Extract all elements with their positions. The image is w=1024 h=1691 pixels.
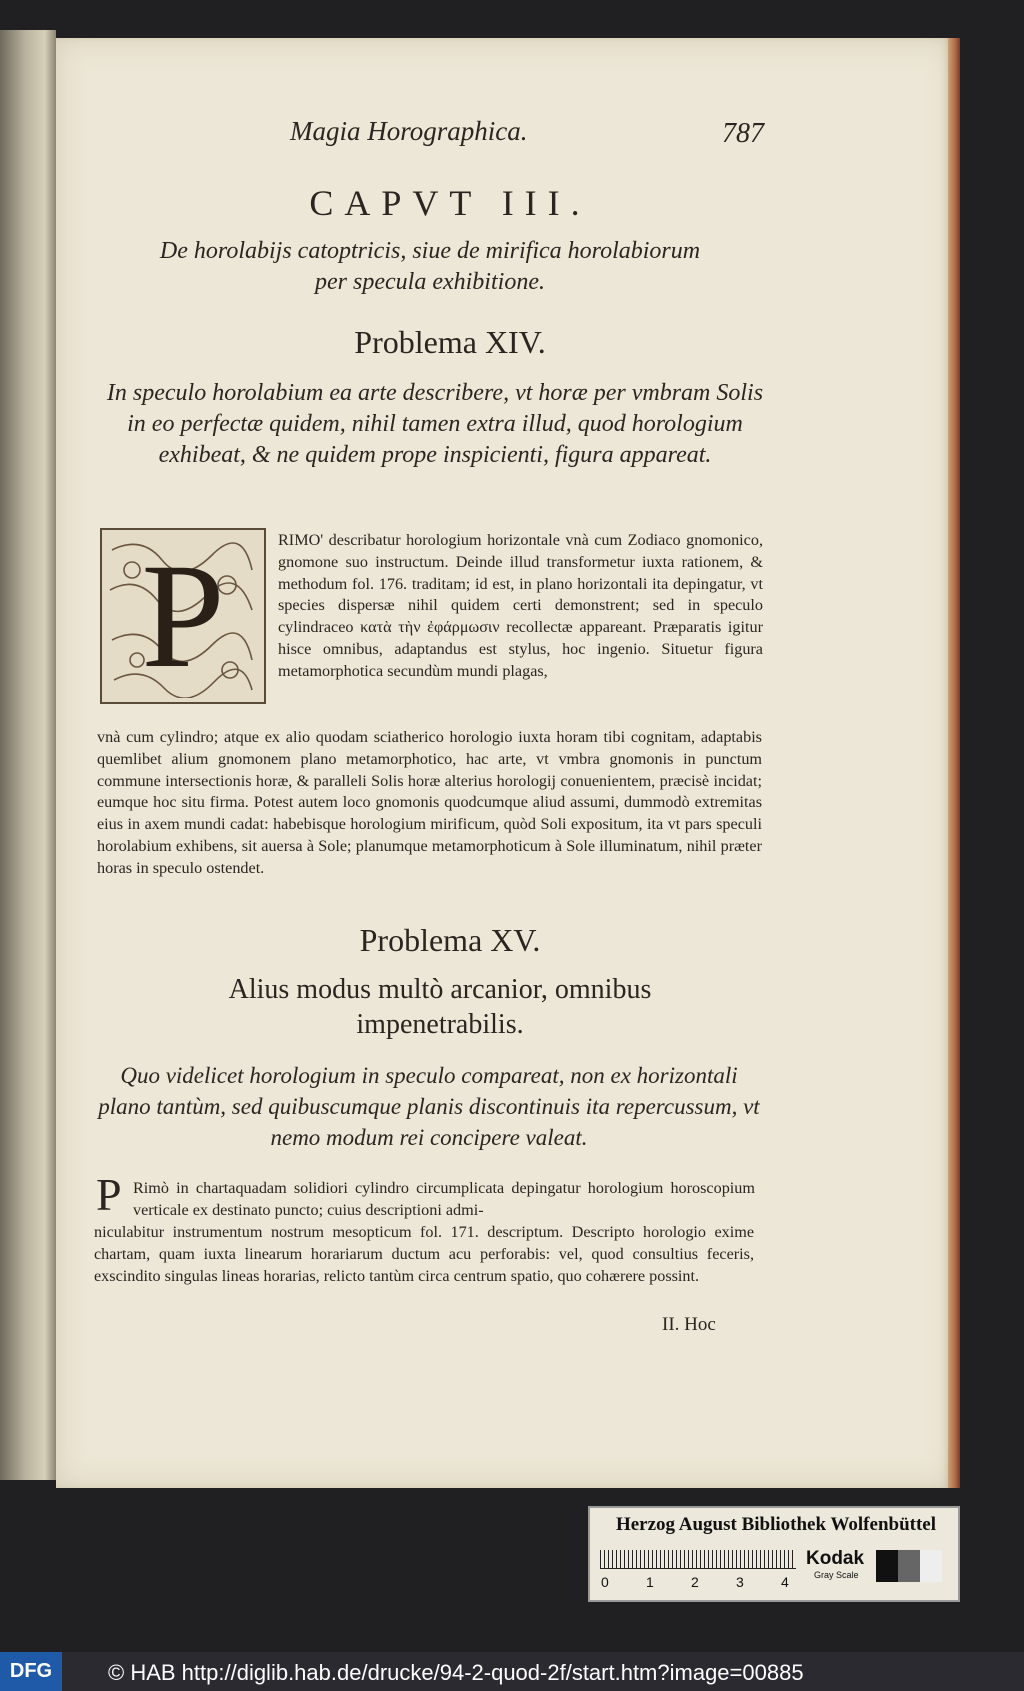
ruler-label: 0: [601, 1574, 609, 1590]
paragraph-1a: RIMO' describatur horologium horizontale vnà cum Zodiaco gnomonico, gnomone suo instructum. Deinde illud transformetur iuxta rationem, & methodum fol. 176. traditam; id est, in plano horizontali ita depingatur, vt species dispersæ nihil quidem certi demonstrent; sed in speculo cylindraceo κατὰ τὴν ἐφάρμωσιν recollectæ appareant. Præparatis igitur hisce omnibus, adaptandus est stylus, hoc ingenio. Situetur figura metamorphotica secundùm mundi plagas,: [278, 531, 763, 680]
kodak-brand: Kodak: [806, 1548, 865, 1569]
library-name: Herzog August Bibliothek Wolfenbüttel: [615, 1514, 937, 1535]
running-header: Magia Horographica.: [290, 116, 528, 146]
ruler-scale: [600, 1550, 796, 1569]
ruler-label: 4: [781, 1574, 789, 1590]
problem-15-subtitle: Alius modus multò arcanior, omnibus impenetrabilis.: [228, 974, 652, 1040]
facing-page-edge: [0, 30, 56, 1480]
catchword: II. Hoc: [662, 1314, 716, 1335]
scan-target-card: [588, 1506, 960, 1602]
page-edge-red: [948, 38, 960, 1488]
ruler-label: 1: [646, 1574, 654, 1590]
ornamental-drop-cap: [100, 528, 266, 704]
chapter-subtitle: De horolabijs catoptricis, siue de mirifica horolabiorum per specula exhibitione.: [159, 238, 701, 295]
problem-14-title: Problema XIV.: [354, 324, 546, 360]
problem-14-statement: In speculo horolabium ea arte describere, vt horæ per vmbram Solis in eo perfectæ quidem, nihil tamen extra illud, quod horologium exhibeat, & ne quidem prope inspicienti, figura appareat.: [106, 380, 764, 468]
ruler-label: 3: [736, 1574, 744, 1590]
gray-patch-white: [920, 1550, 942, 1582]
dfg-logo: DFG: [0, 1652, 62, 1691]
paragraph-2a: Rimò in chartaquadam solidiori cylindro circumplicata depingatur horologium horoscopium verticale ex destinato puncto; cuius descriptioni admi-: [133, 1179, 755, 1219]
chapter-heading: CAPVT III.: [309, 183, 591, 223]
paragraph-1b: vnà cum cylindro; atque ex alio quodam sciatherico horologio iuxta horam tibi cognitam, adaptabis quemlibet alium gnomonem plano metamorphotico, hac arte, vt vmbra gnomonis in punctum commune intersectionis horæ, & paralleli Solis horæ alterius horologij conuenientem, præcisè incidat; eumque hoc situ firma. Potest autem loco gnomonis quodcumque aliud assumi, dummodò extremitas eius in axem mundi cadat: habebisque horologium mirificum, quòd Soli expositum, ita vt pars speculi horolabium exhibens, sit auersa à Sole; planumque metamorphoticum à Sole illuminatum, nihil præter horas in speculo ostendet.: [97, 728, 762, 877]
drop-cap-2: P: [96, 1169, 122, 1220]
copyright-link[interactable]: © HAB http://diglib.hab.de/drucke/94-2-quod-2f/start.htm?image=00885: [108, 1660, 804, 1685]
gray-patch-black: [876, 1550, 898, 1582]
gray-patch-mid: [898, 1550, 920, 1582]
problem-15-statement: Quo videlicet horologium in speculo compareat, non ex horizontali plano tantùm, sed quibuscumque planis discontinuis ita repercussum, vt nemo modum rei concipere valeat.: [98, 1063, 760, 1150]
ruler-label: 2: [691, 1574, 699, 1590]
gray-scale-label: Gray Scale: [814, 1570, 859, 1580]
page-number: 787: [722, 118, 764, 149]
problem-15-title: Problema XV.: [359, 922, 541, 958]
paragraph-2b: niculabitur instrumentum nostrum mesopticum fol. 171. descriptum. Descripto horologio exime chartam, quam iuxta linearum horariarum ductum acu perforabis: vel, quod consultius feceris, exscindito singulas lineas horarias, relicto tantùm circa centrum spatio, quo cohærere possint.: [94, 1223, 754, 1285]
drop-cap-letter: P: [141, 533, 225, 699]
